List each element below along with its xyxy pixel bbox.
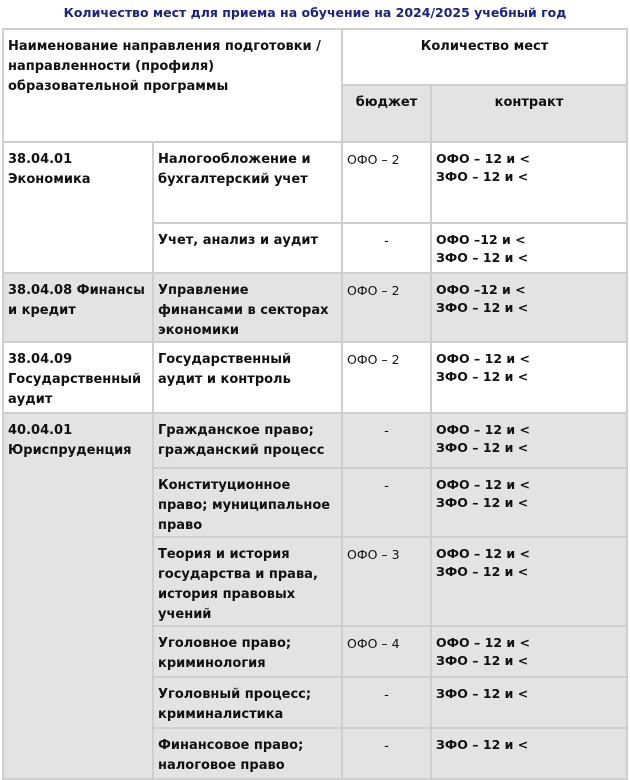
budget-value: ОФО – 2	[347, 152, 400, 167]
budget-value: ОФО – 3	[347, 547, 400, 562]
contract-line: ЗФО – 12 и <	[436, 300, 529, 315]
contract-line: ОФО – 12 и <	[436, 151, 530, 166]
direction-cell: 40.04.01 Юриспруденция	[3, 413, 153, 779]
budget-cell: -	[342, 223, 431, 273]
contract-line: ЗФО – 12 и <	[436, 737, 529, 752]
contract-line: ЗФО – 12 и <	[436, 686, 529, 701]
contract-cell	[431, 728, 627, 779]
budget-cell: -	[342, 413, 431, 468]
contract-cell	[431, 468, 627, 537]
contract-line: ОФО – 12 и <	[436, 351, 530, 366]
contract-line: ОФО –12 и <	[436, 282, 526, 297]
header-contract: контракт	[431, 85, 627, 142]
contract-line: ОФО – 12 и <	[436, 477, 530, 492]
contract-line: ОФО – 12 и <	[436, 635, 530, 650]
contract-line: ЗФО – 12 и <	[436, 369, 529, 384]
contract-cell	[431, 273, 627, 342]
profile-cell: Финансовое право; налоговое право	[153, 728, 342, 779]
contract-line: ОФО – 12 и <	[436, 546, 530, 561]
profile-cell: Налогообложение и бухгалтерский учет	[153, 142, 342, 223]
contract-cell	[431, 223, 627, 273]
budget-value: ОФО – 2	[347, 283, 400, 298]
admission-places-table	[2, 28, 628, 780]
header-program: Наименование направления подготовки / направленности (профиля) образовательной программы	[3, 29, 342, 142]
header-places: Количество мест	[342, 29, 627, 85]
budget-value: ОФО – 4	[347, 636, 400, 651]
contract-cell	[431, 537, 627, 626]
contract-line: ЗФО – 12 и <	[436, 564, 529, 579]
profile-cell: Уголовное право; криминология	[153, 626, 342, 677]
contract-cell	[431, 413, 627, 468]
contract-line: ОФО –12 и <	[436, 232, 526, 247]
contract-line: ОФО – 12 и <	[436, 422, 530, 437]
direction-cell: 38.04.01 Экономика	[3, 142, 153, 273]
budget-cell: -	[342, 468, 431, 537]
contract-cell	[431, 342, 627, 413]
budget-value: ОФО – 2	[347, 352, 400, 367]
budget-cell	[342, 342, 431, 413]
header-budget: бюджет	[342, 85, 431, 142]
budget-cell: -	[342, 728, 431, 779]
profile-cell: Государственный аудит и контроль	[153, 342, 342, 413]
profile-cell: Теория и история государства и права, история правовых учений	[153, 537, 342, 626]
budget-cell: -	[342, 677, 431, 728]
contract-line: ЗФО – 12 и <	[436, 653, 529, 668]
profile-cell: Учет, анализ и аудит	[153, 223, 342, 273]
contract-line: ЗФО – 12 и <	[436, 440, 529, 455]
contract-cell	[431, 677, 627, 728]
contract-cell	[431, 142, 627, 223]
page-title: Количество мест для приема на обучение на 2024/2025 учебный год	[63, 5, 567, 20]
budget-cell	[342, 537, 431, 626]
contract-line: ЗФО – 12 и <	[436, 169, 529, 184]
budget-cell	[342, 626, 431, 677]
budget-cell	[342, 142, 431, 223]
budget-cell	[342, 273, 431, 342]
profile-cell: Уголовный процесс; криминалистика	[153, 677, 342, 728]
direction-cell: 38.04.08 Финансы и кредит	[3, 273, 153, 342]
profile-cell: Гражданское право; гражданский процесс	[153, 413, 342, 468]
contract-line: ЗФО – 12 и <	[436, 250, 529, 265]
contract-cell	[431, 626, 627, 677]
direction-cell: 38.04.09 Государственный аудит	[3, 342, 153, 413]
profile-cell: Конституционное право; муниципальное право	[153, 468, 342, 537]
profile-cell: Управление финансами в секторах экономики	[153, 273, 342, 342]
contract-line: ЗФО – 12 и <	[436, 495, 529, 510]
